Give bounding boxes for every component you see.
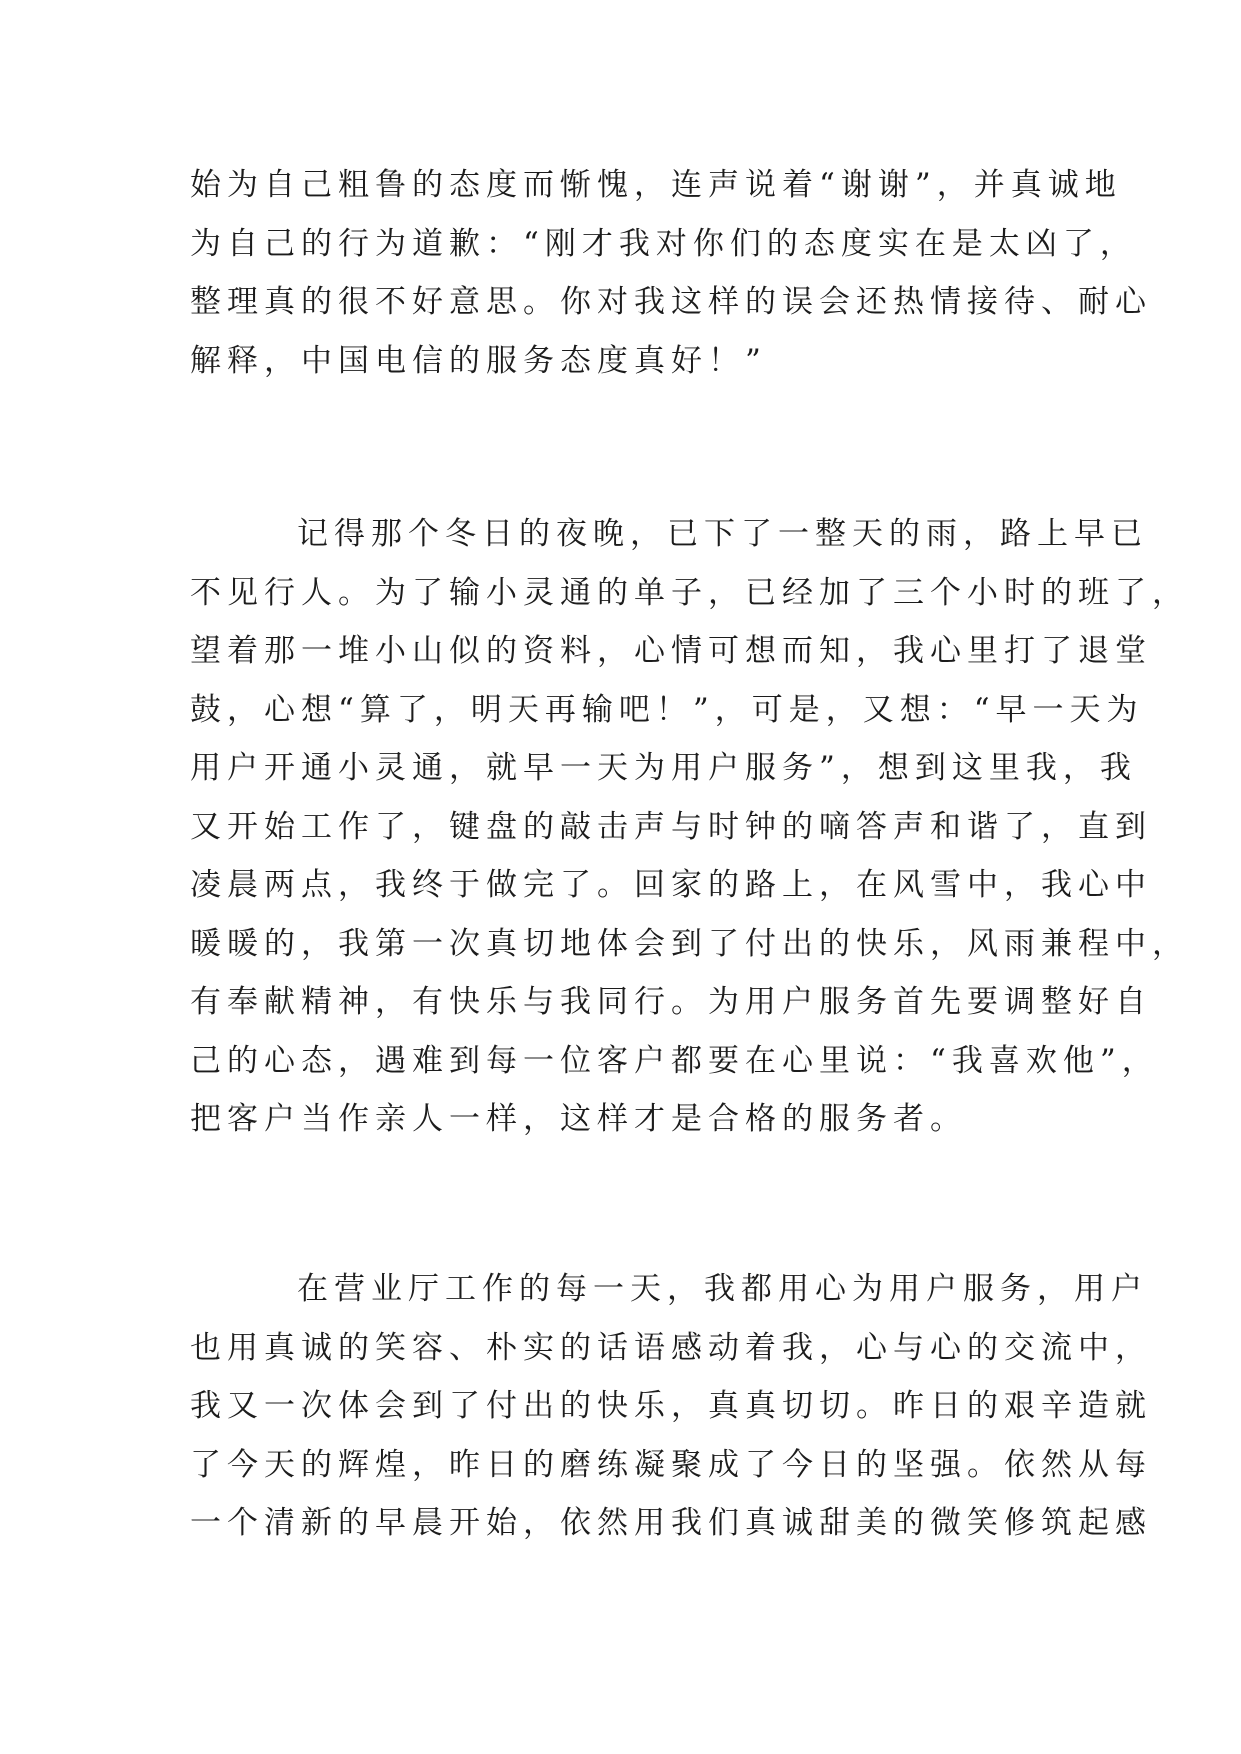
- text-line: 为自己的行为道歉：“刚才我对你们的态度实在是太凶了，: [190, 225, 1137, 262]
- text-line: 一个清新的早晨开始，依然用我们真诚甜美的微笑修筑起感: [190, 1505, 1152, 1541]
- text-line: 有奉献精神，有快乐与我同行。为用户服务首先要调整好自: [190, 984, 1152, 1020]
- text-line: 我又一次体会到了付出的快乐，真真切切。昨日的艰辛造就: [190, 1388, 1152, 1424]
- text-line: 把客户当作亲人一样，这样才是合格的服务者。: [190, 1101, 967, 1137]
- text-line: 记得那个冬日的夜晚，已下了一整天的雨，路上早已: [297, 516, 1148, 552]
- text-line: 整理真的很不好意思。你对我这样的误会还热情接待、耐心: [190, 284, 1152, 320]
- text-line: 始为自己粗鲁的态度而惭愧，连声说着“谢谢”，并真诚地: [190, 167, 1122, 203]
- text-line: 凌晨两点，我终于做完了。回家的路上，在风雪中，我心中: [190, 867, 1152, 903]
- text-line: 暖暖的，我第一次真切地体会到了付出的快乐，风雨兼程中，: [190, 925, 1189, 962]
- text-line: 又开始工作了，键盘的敲击声与时钟的嘀答声和谐了，直到: [190, 808, 1152, 845]
- text-line: 也用真诚的笑容、朴实的话语感动着我，心与心的交流中，: [190, 1329, 1152, 1366]
- text-line: 不见行人。为了输小灵通的单子，已经加了三个小时的班了，: [190, 574, 1189, 611]
- text-line: 望着那一堆小山似的资料，心情可想而知，我心里打了退堂: [190, 633, 1152, 669]
- paragraph-2: [190, 505, 1189, 1149]
- text-line: 在营业厅工作的每一天，我都用心为用户服务，用户: [297, 1271, 1148, 1307]
- text-line: 了今天的辉煌，昨日的磨练凝聚成了今日的坚强。依然从每: [190, 1446, 1152, 1483]
- text-line: 用户开通小灵通，就早一天为用户服务”，想到这里我，我: [190, 750, 1137, 786]
- text-line: 己的心态，遇难到每一位客户都要在心里说：“我喜欢他”，: [190, 1042, 1159, 1079]
- text-line: 解释，中国电信的服务态度真好！”: [190, 342, 767, 379]
- paragraph-3: [190, 1260, 1152, 1553]
- text-line: 鼓，心想“算了，明天再输吧！”，可是，又想：“早一天为: [190, 691, 1144, 728]
- paragraph-1: [190, 156, 1152, 390]
